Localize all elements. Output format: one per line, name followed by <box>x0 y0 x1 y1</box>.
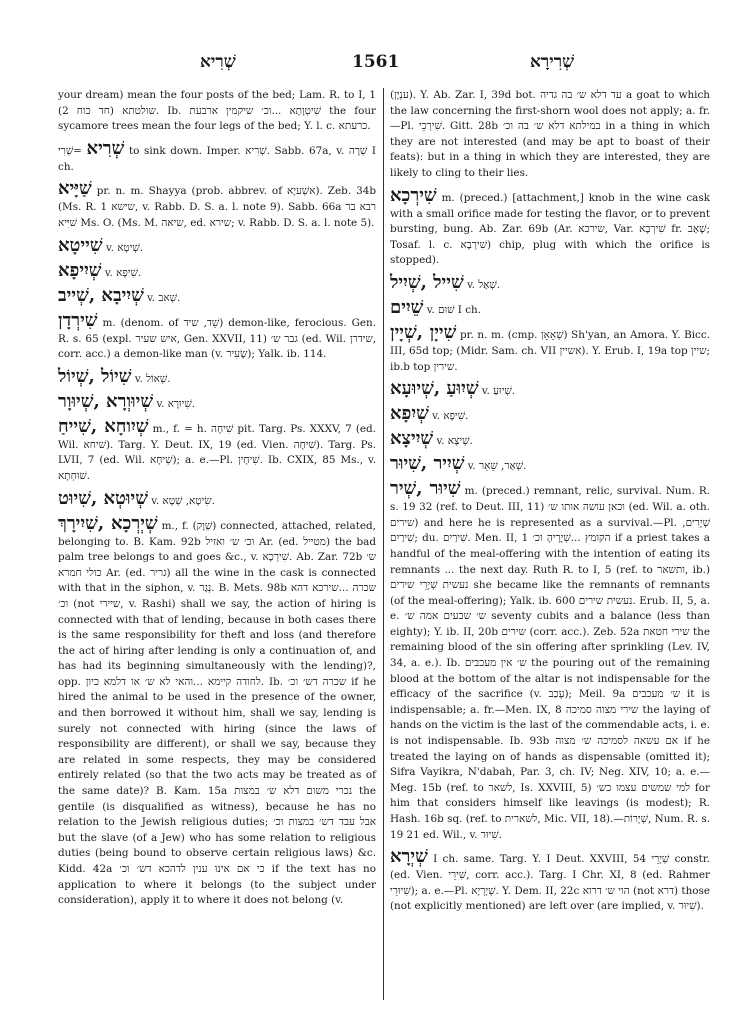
entry-text: m., f. (שְׁוָק) connected, attached, related, belonging to. B. Kam. 92b וכ׳ ש׳ ואזיל Ar. (ed. מטייל) the bad palm tree belongs to and goes &c., v. שִׁירְכָא. Ab. Zar. 72b ש׳ כולי חמרא Ar. (ed. גריר) all the wine in the cask is connected with that in the siphon, v. נְגַר. B. Mets. 98b שכרה ...שירכא דהא וכ׳ (not שיירי, v. Rashi) shall we say, the action of hiring is connected with that of lending, because in both cases there is the same responsibility for theft and loss (and therefore the act of hiring after lending is only a continuation of, and has had its beginning simultaneously with the lending)?, opp. לחודה קיימא ...והאי לא ש׳ או דלמא כיון. Ib. שכרה דש׳ וכ׳ if he hired the animal to be used in the presence of the owner, and then borrowed it without him, shall we say, lending is surely not connected with hiring (since the laws of responsibility are different), or shall we say, because they are related in some respects, they may be considered entirely related (so that the two acts may be treated as of the same date)? B. Kam. 15a נכרי משום דלא ש׳ במצות the gentile (is disqualified as witness), because he has no relation to the Jewish religious duties; אבל עבד דש׳ במצות וכ׳ but the slave (of a Jew) who has some relation to religious duties (being bound to observe certain religious laws) &c. Kidd. 42a כי אם אינו ענין לדהכא דש׳ וכ׳ if the text has no application to where it belongs (to the subject under consideration), apply it to where it does not belong (v. <box>58 519 377 907</box>
entry-headword: שִׁירְכָא <box>390 184 437 206</box>
dictionary-entry <box>390 185 710 269</box>
dictionary-entry <box>58 285 376 307</box>
entry-text: v. שִׁיפָא. <box>432 410 469 423</box>
entry-headword: שִׁירְדָן <box>58 309 98 331</box>
dictionary-entry <box>390 478 710 843</box>
entry-headword: שְׁיִוּעַ ,שְׁיוּעָא <box>390 378 479 400</box>
entry-text: =שְׁרִי to sink down. Imper. שְׁרִיא. Sabb. 67a, v. שְׁרָה I ch. <box>58 144 376 173</box>
entry-headword: שְׁיִוחָא ,שִׁייחַ <box>58 415 149 437</box>
entry-headword: שֵׁיִים <box>390 296 424 318</box>
entry-headword: שִׁייָן ,שְׁיָין <box>390 321 457 343</box>
continuation-text <box>390 88 710 182</box>
entry-text: m., f. = h. שִׁיחָה pit. Targ. Ps. XXXV, 7 (ed. Wil. שׁיחא). Targ. Y. Deut. IX, 19 (ed. Vien. שִׁיחָה). Targ. Ps. LVII, 7 (ed. Wil. שְׁיחָא); a. e.—Pl. שִׁיחָין. Ib. CXIX, 85 Ms., v. שׁוּחְתָא. <box>58 422 376 482</box>
entry-headword: שְׁרִיא <box>86 137 125 159</box>
dictionary-entry <box>58 391 376 413</box>
entry-text: v. שִׂיטָא, שְׁטָא. <box>151 494 215 507</box>
entry-headword: שְׁיִיפָא <box>58 259 102 281</box>
page-number: 1561 <box>352 52 400 72</box>
column-divider <box>383 88 384 1000</box>
entry-text: I ch. same. Targ. Y. I Deut. XXVIII, 54 שְׁיָרֵי constr. (ed. Vien. שִׁירֵי, corr. acc.). Targ. I Chr. XI, 8 (ed. Rahmer שִׁיוּרֵי); a. e.—Pl. שְׁיָרְיָא. Y. Dem. II, 22c הוי ש׳ דרוא (not דרא) those (not explicitly mentioned) are left over (are implied, v. שִׁיוּר). <box>390 853 711 913</box>
entry-headword: שְׁיִיבָא ,שְׁייב <box>58 284 144 306</box>
entry-text: v. שְׁאב. <box>147 291 181 304</box>
entry-headword: שִׁייל ,שְׁיִיל <box>390 271 464 293</box>
dictionary-entry <box>58 260 376 282</box>
entry-text: your dream) mean the four posts of the bed; Lam. R. to I, 1 (חד כוח 2) שולטתא. Ib. שִׁיטְוָתָא ...וכ׳ שיקמין ארבעת the four sycamore trees mean the four legs of the bed; Y. l. c. כרעתא. <box>58 89 377 133</box>
entry-text: m. (preced.) remnant, relic, survival. Num. R. s. 19 32 (ref. to Deut. III, 11) וכאן עושה אותו ש׳ (ed. Wil. a. oth. שירים) and here he is represented as a survival.—Pl. שְׁיָרִים, שִׁירַיִם; du. שִׁירַיִם. Men. II, 1 הקומץ ...שְׁיָרֶיהָ וכ׳ if a priest takes a handful of the meal-offering with the intention of eating its remnants ... the next day. Ruth R. to I, 5 (ref. to ותשאר, ib.) נעשית שְׁיָרֵי שירים she became like the remnants of remnants (of the meal-offering); Yalk. ib. 600 נעשית שירים. Erub. II, 5, a. e. ש׳ שבעים אמה ש׳ seventy cubits and a balance (less than eighty); Y. ib. II, 20b שירים (corr. acc.). Zeb. 52a שירי חטאת the remaining blood of the sin offering after sprinkling (Lev. IV, 34, a. e.). Ib. ש׳ אין מעכבים the pouring out of the remaining blood at the bottom of the altar is not indispensable for the efficacy of the sacrifice (v. עָכַב); Meil. 9a ש׳ מעכבים it is indispensable; a. fr.—Men. IX, 8 שירי מצוה סמיכה the laying of hands on the victim is the last of the commendable acts, i. e. is not indispensable. Ib. 93b אם עשאה לסמיכה ש׳ מצוה if he treated the laying on of hands as dispensable (omitted it); Sifra Vayikra, N'dabah, Par. 3, ch. IV; Neg. XIV, 10; a. e.—Meg. 15b (ref. to לשאר, Is. XXVIII, 5) למי שמשים עצמו כש׳ for him that considers himself like leavings (is modest); R. Hash. 16b sq. (ref. to לשארית, Mic. VII, 18).—שְׁיָרוֹת, Num. R. s. 19 21 ed. Wil., v. שִׁיוּר. <box>390 485 711 841</box>
dictionary-entry <box>390 846 710 915</box>
entry-headword: שְׁיוּטְא ,שִׁיוּט <box>58 487 148 509</box>
dictionary-entry <box>58 366 376 388</box>
entry-text: v. שְׁיצָא. <box>436 435 473 448</box>
dictionary-entry <box>390 428 710 450</box>
entry-headword: שְׁיְרְכָא ,שִׁיִירָךְ <box>58 512 158 534</box>
dictionary-entry <box>390 297 710 319</box>
dictionary-entry <box>390 322 710 375</box>
dictionary-entry <box>58 488 376 510</box>
entry-headword: שִׁיוֹל ,שְׁיוֹל <box>58 365 132 387</box>
entry-text: pr. n. m. (cmp. שְׁאָאָן) Sh'yan, an Amora. Y. Bicc. III, 65d top; (Midr. Sam. ch. VII אשיין). Y. Erub. I, 19a top שיין; ib.b top שירין. <box>390 328 711 373</box>
entry-text: pr. n. m. Shayya (prob. abbrev. of אשְׁעיָא). Zeb. 34b (Ms. R. 1 שישא, v. Rabb. D. S. a. l. note 9). Sabb. 66a רבא בר שׁיִּיא Ms. O. (Ms. M. שיאה, ed. שירא; v. Rabb. D. S. a. l. note 5). <box>58 185 377 229</box>
left-running-head: שְׁרִיא <box>200 52 236 72</box>
dictionary-entry <box>390 272 710 294</box>
continuation-text <box>58 88 376 135</box>
entry-text: (ענְיָן). Y. Ab. Zar. I, 39d bot. עד דלא ש׳ בה גדיה a goat to which the law concerning the first-shorn wool does not apply; a. fr.—Pl. שִׁירְכֵי. Gitt. 28b במילתא דלא ש׳ בה וכ׳ in a thing in which they are not interested (and may be apt to boast of their feats): but in a thing in which they are interested, they are likely to cling to their lies. <box>390 89 710 179</box>
entry-text: m. (preced.) [attachment,] knob in the wine cask with a small orifice made for testing the flavor, or to prevent bursting, bung. Ab. Zar. 69b (Ar. שירכא, Var. שִׁירְבָא fr. שָׁאַב; Tosaf. l. c. שִׁירְבָא) chip, plug with which the orifice is stopped). <box>390 191 711 267</box>
entry-text: v. שְׁיוּעַ. <box>481 385 516 398</box>
entry-text: v. שְׁאַר, שֵׁאֵר. <box>467 460 527 473</box>
left-column <box>58 88 376 909</box>
entry-text: v. שׁוּם I ch. <box>426 303 482 316</box>
dictionary-entry <box>58 138 376 176</box>
entry-text: v. שְׁאַל. <box>467 278 501 291</box>
right-running-head: שְׁרִירָא <box>530 52 575 72</box>
entry-headword: שַׁיָּיא <box>58 178 92 200</box>
dictionary-entry <box>58 235 376 257</box>
entry-text: v. שִׁיוּרָא. <box>156 397 196 410</box>
dictionary-entry <box>58 310 376 363</box>
page-header <box>0 52 750 76</box>
entry-headword: שְׁיוּוְרָא ,שְׁיוּוָר <box>58 390 154 412</box>
entry-headword: שְׁיִיר ,שִׁיוּר <box>390 453 465 475</box>
dictionary-entry <box>390 378 710 400</box>
entry-headword: שְׁיְרָא <box>390 846 428 868</box>
entry-text: v. שִׁיפָא. <box>104 266 142 279</box>
dictionary-entry <box>390 403 710 425</box>
dictionary-entry <box>58 178 376 231</box>
entry-text: m. (denom. of שֵׁד, שיד) demon-like, ferocious. Gen. R. s. 65 (expl. איש שעיר, Gen. XXVII, 11) גבר ש׳ (ed. Wil. שידרן, corr. acc.) a demon-like man (v. שָׂעִיר); Yalk. ib. 114. <box>58 316 377 361</box>
entry-headword: שִׁייטָא <box>58 234 103 256</box>
right-column <box>390 88 710 915</box>
dictionary-entry <box>58 513 376 909</box>
entry-headword: שְׁיִיצָא <box>390 428 434 450</box>
entry-text: v. שְׁאוֹל. <box>134 372 171 385</box>
dictionary-entry <box>390 453 710 475</box>
dictionary-entry <box>58 416 376 485</box>
entry-headword: שְׁיִפָא <box>390 403 429 425</box>
entry-text: v. שְׁיטָא. <box>105 241 144 254</box>
entry-headword: שִׁיוּר ,שְׁיר <box>390 478 461 500</box>
